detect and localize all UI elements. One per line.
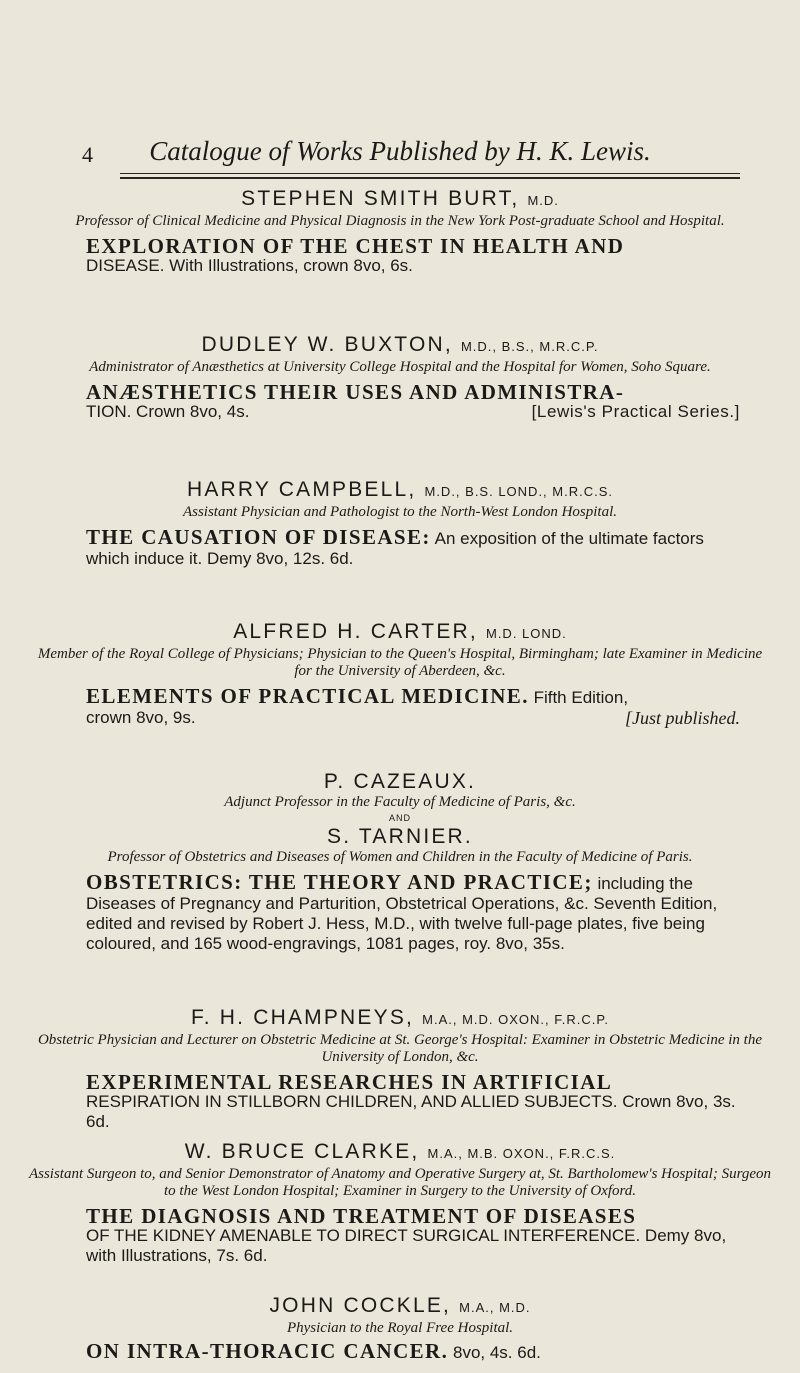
book-title: ELEMENTS OF PRACTICAL MEDICINE. — [86, 684, 529, 708]
author-name: W. BRUCE CLARKE, M.A., M.B. OXON., F.R.C.S. — [184, 1140, 616, 1163]
author-affiliation: Member of the Royal College of Physicians; Physician to the Queen's Hospital, Birmingham; late Examiner in Medicine for the University of Aberdeen, &c. — [37, 646, 763, 679]
author-affiliation: Adjunct Professor in the Faculty of Medicine of Paris, &c. — [224, 794, 576, 810]
book-description: TION. Crown 8vo, 4s. — [86, 402, 250, 421]
book-listing — [86, 1341, 740, 1363]
author-name: F. H. CHAMPNEYS, M.A., M.D. OXON., F.R.C.P. — [191, 1006, 609, 1029]
author-joiner: AND — [388, 813, 411, 823]
book-title: ON INTRA-THORACIC CANCER. — [86, 1339, 449, 1363]
author-name: JOHN COCKLE, M.A., M.D. — [269, 1294, 531, 1317]
entry-cazeaux-tarnier — [0, 770, 800, 954]
author-name: DUDLEY W. BUXTON, M.D., B.S., M.R.C.P. — [201, 333, 599, 356]
author-affiliation: Physician to the Royal Free Hospital. — [286, 1320, 514, 1336]
author-name: STEPHEN SMITH BURT, M.D. — [241, 187, 559, 210]
entry-buxton — [0, 333, 800, 422]
book-description: DISEASE. With Illustrations, crown 8vo, 6s. — [86, 256, 413, 275]
page-number: 4 — [82, 142, 93, 167]
book-description: including the Diseases of Pregnancy and Parturition, Obstetrical Operations, &c. Seventh Edition, edited and revised by Robert J. Hess, M.D., with twelve full-page plates, five being coloured, and 165 wood-engravings, 1081 pages, roy. 8vo, 35s. — [86, 874, 718, 953]
entry-champneys — [0, 1006, 800, 1132]
book-description: OF THE KIDNEY AMENABLE TO DIRECT SURGICAL INTERFERENCE. Demy 8vo, with Illustrations, 7s. 6d. — [86, 1226, 727, 1265]
author-degrees: M.A., M.B. OXON., F.R.C.S. — [427, 1146, 616, 1161]
author-affiliation: Obstetric Physician and Lecturer on Obstetric Medicine at St. George's Hospital: Examiner in Obstetric Medicine in the University of London, &c. — [37, 1032, 763, 1065]
author-degrees: M.D., B.S. LOND., M.R.C.S. — [424, 484, 614, 499]
book-listing — [86, 1072, 740, 1132]
book-title: OBSTETRICS: THE THEORY AND PRACTICE; — [86, 870, 593, 894]
book-title: EXPERIMENTAL RESEARCHES IN ARTIFICIAL — [86, 1070, 613, 1094]
entry-campbell — [0, 478, 800, 569]
second-author-affiliation: Professor of Obstetrics and Diseases of Women and Children in the Faculty of Medicine of Paris. — [107, 849, 693, 865]
entry-burt — [0, 187, 800, 276]
book-listing — [86, 382, 740, 422]
author-affiliation: Administrator of Anæsthetics at University College Hospital and the Hospital for Women, Soho Square. — [89, 359, 711, 375]
series-note: [Lewis's Practical Series.] — [531, 402, 740, 421]
author-name: HARRY CAMPBELL, M.D., B.S. LOND., M.R.C.S. — [186, 478, 614, 501]
book-title: THE CAUSATION OF DISEASE: — [86, 525, 431, 549]
book-listing — [86, 872, 740, 954]
book-title: THE DIAGNOSIS AND TREATMENT OF DISEASES — [86, 1204, 637, 1228]
entry-cockle — [0, 1294, 800, 1363]
author-degrees: M.D. LOND. — [485, 626, 567, 641]
author-name: P. CAZEAUX. — [323, 770, 477, 793]
entry-clarke — [0, 1140, 800, 1266]
publication-note: [Just published. — [625, 708, 740, 728]
page-header — [0, 128, 800, 178]
book-listing — [86, 527, 740, 569]
header-rule — [120, 173, 740, 174]
book-listing — [86, 236, 740, 276]
book-listing — [86, 1206, 740, 1266]
book-description: An exposition of the ultimate factors which induce it. Demy 8vo, 12s. 6d. — [86, 529, 704, 568]
author-degrees: M.D. — [527, 193, 559, 208]
author-name: ALFRED H. CARTER, M.D. LOND. — [233, 620, 567, 643]
book-description: RESPIRATION IN STILLBORN CHILDREN, AND ALLIED SUBJECTS. Crown 8vo, 3s. 6d. — [86, 1092, 736, 1131]
book-listing — [86, 686, 740, 728]
author-affiliation: Assistant Physician and Pathologist to the North-West London Hospital. — [182, 504, 618, 520]
book-description: crown 8vo, 9s. — [86, 708, 196, 727]
book-description: 8vo, 4s. 6d. — [453, 1343, 541, 1362]
running-title: Catalogue of Works Published by H. K. Lewis. — [149, 136, 651, 166]
book-title: ANÆSTHETICS THEIR USES AND ADMINISTRA- — [86, 380, 625, 404]
book-edition: Fifth Edition, — [533, 688, 629, 707]
author-degrees: M.D., B.S., M.R.C.P. — [460, 339, 599, 354]
author-degrees: M.A., M.D. — [459, 1300, 531, 1315]
entry-carter — [0, 620, 800, 728]
author-affiliation: Assistant Surgeon to, and Senior Demonstrator of Anatomy and Operative Surgery at, St. Bartholomew's Hospital; Surgeon to the West London Hospital; Examiner in Surgery to the University of Oxford. — [28, 1166, 772, 1199]
author-affiliation: Professor of Clinical Medicine and Physical Diagnosis in the New York Post-graduate School and Hospital. — [75, 213, 725, 229]
header-rule-thick — [120, 177, 740, 179]
book-title: EXPLORATION OF THE CHEST IN HEALTH AND — [86, 234, 625, 258]
second-author-name: S. TARNIER. — [327, 825, 473, 848]
author-degrees: M.A., M.D. OXON., F.R.C.P. — [422, 1012, 609, 1027]
